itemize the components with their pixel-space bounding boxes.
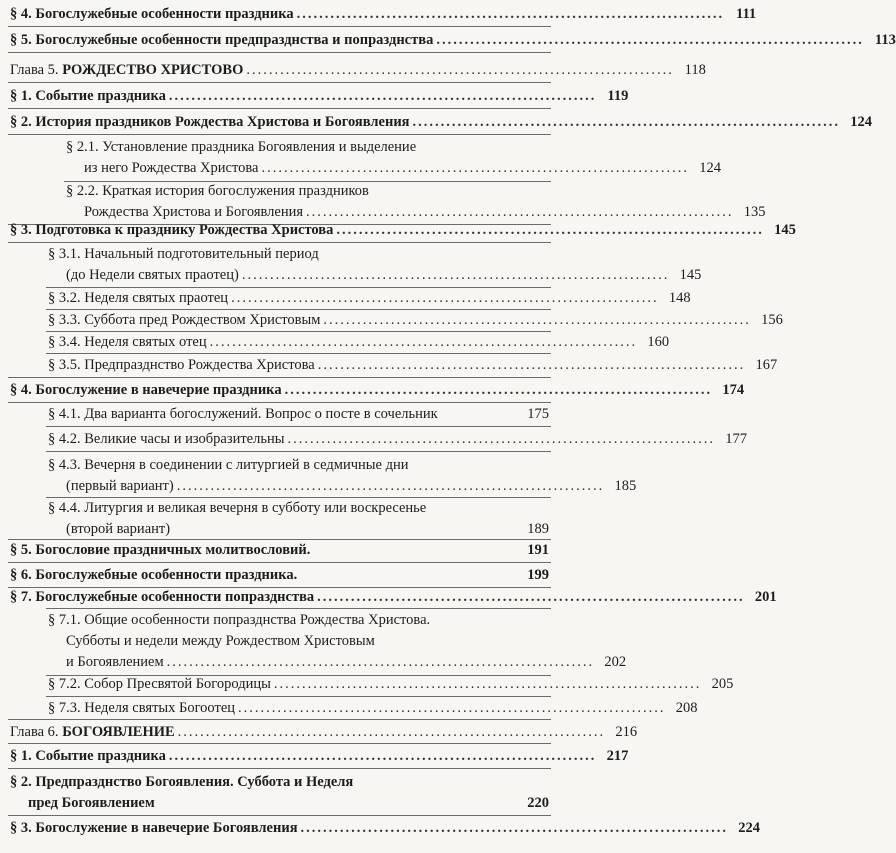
entry-label: § 1. Событие праздника (10, 88, 166, 104)
entry-label: § 3. Богослужение в навечерие Богоявления (10, 820, 298, 836)
entry-label: § 4. Богослужение в навечерие праздника (10, 382, 282, 398)
toc-subentry (0, 288, 691, 309)
entry-label: § 2.2. Краткая история богослужения праздников (66, 183, 369, 199)
divider (8, 82, 551, 83)
toc-entry (0, 818, 761, 839)
toc-subentry (0, 310, 783, 331)
entry-label: § 4.3. Вечерня в соединении с литургией в седмичные дни (48, 457, 409, 473)
entry-label: § 2. Предпразднство Богоявления. Суббота и Неделя (10, 774, 354, 790)
leader-dots: ............................................................................ (241, 267, 670, 283)
page-number: 201 (754, 589, 777, 605)
toc-entry (0, 220, 796, 241)
leader-dots: ............................................................................ (238, 700, 666, 716)
entry-label: § 7.3. Неделя святых Богоотец (48, 700, 236, 716)
entry-label: § 3. Подготовка к празднику Рождества Христова (10, 222, 334, 238)
leader-dots: ............................................................................ (287, 431, 715, 447)
entry-label: § 3.1. Начальный подготовительный период (48, 246, 319, 262)
entry-label: § 5. Богословие праздничных молитвословий. (10, 542, 311, 558)
toc-entry (0, 565, 559, 586)
page-number: 202 (604, 654, 627, 670)
divider (8, 719, 551, 720)
divider (8, 402, 551, 403)
toc-entry (0, 587, 777, 608)
page-number: 111 (736, 6, 757, 22)
leader-dots: ............................................................................ (306, 204, 734, 220)
page-number: 175 (527, 406, 549, 422)
entry-label: § 3.3. Суббота пред Рождеством Христовым (48, 312, 321, 328)
entry-label: § 7.2. Собор Пресвятой Богородицы (48, 676, 271, 692)
toc-subentry (0, 429, 747, 450)
page-number: 220 (527, 795, 549, 811)
toc-entry (0, 540, 559, 561)
divider (8, 52, 551, 53)
entry-label: § 1. Событие праздника (10, 748, 166, 764)
entry-label-continued: Субботы и недели между Рождеством Христовым (66, 633, 375, 649)
entry-label-continued: (первый вариант) (66, 478, 174, 494)
toc-subentry (0, 698, 698, 719)
leader-dots: ............................................................................ (284, 382, 713, 398)
toc-chapter-entry (0, 60, 706, 81)
entry-label: § 4. Богослужебные особенности праздника (10, 6, 294, 22)
leader-dots: ............................................................................ (412, 114, 841, 130)
toc-entry (0, 772, 559, 814)
toc-subentry (0, 610, 627, 673)
leader-dots: ............................................................................ (317, 589, 745, 605)
entry-label-continued: (до Недели святых праотец) (66, 267, 239, 283)
divider (8, 134, 551, 135)
leader-dots: ............................................................................ (246, 62, 674, 78)
entry-label: § 2. История праздников Рождества Христова и Богоявления (10, 114, 410, 130)
entry-label: § 2.1. Установление праздника Богоявления и выделение (66, 139, 417, 155)
page-number: 216 (615, 724, 638, 740)
toc-subentry (0, 181, 766, 223)
page-number: 156 (761, 312, 783, 328)
entry-label: § 6. Богослужебные особенности праздника. (10, 567, 298, 583)
toc-subentry (0, 674, 734, 695)
leader-dots: ............................................................................ (166, 654, 595, 670)
toc-entry (0, 86, 629, 107)
page-number: 167 (755, 357, 778, 373)
entry-label: § 7.1. Общие особенности попразднства Рождества Христова. (48, 612, 431, 628)
entry-label: § 7. Богослужебные особенности попразднства (10, 589, 315, 605)
page-number: 189 (527, 521, 549, 537)
page-number: 177 (725, 431, 747, 447)
divider (8, 242, 551, 243)
page-number: 135 (743, 204, 766, 220)
toc-subentry (0, 404, 559, 425)
leader-dots: ............................................................................ (231, 290, 659, 306)
toc-chapter-entry (0, 722, 638, 743)
toc-subentry (0, 498, 559, 540)
entry-label: § 3.4. Неделя святых отец (48, 334, 207, 350)
page-number: 217 (606, 748, 629, 764)
leader-dots: ............................................................................ (273, 676, 702, 692)
divider (8, 768, 551, 769)
page-number: 119 (607, 88, 629, 104)
chapter-title: БОГОЯВЛЕНИЕ (62, 724, 175, 740)
divider (8, 26, 551, 27)
divider (8, 562, 551, 563)
divider (8, 377, 551, 378)
leader-dots: ............................................................................ (323, 312, 751, 328)
divider (46, 608, 551, 609)
page-number: 199 (527, 567, 549, 583)
page-number: 145 (774, 222, 796, 238)
toc-entry (0, 380, 745, 401)
toc-entry (0, 112, 873, 133)
divider (46, 426, 551, 427)
page-number: 160 (647, 334, 670, 350)
entry-label: § 3.5. Предпразднство Рождества Христова (48, 357, 315, 373)
page-number: 118 (684, 62, 706, 78)
toc-subentry (0, 244, 702, 286)
page-number: 224 (738, 820, 761, 836)
chapter-prefix: Глава 5. (10, 62, 59, 78)
entry-label-continued: из него Рождества Христова (84, 160, 259, 176)
leader-dots: ............................................................................ (436, 32, 864, 48)
leader-dots: ............................................................................ (336, 222, 764, 238)
entry-label: § 3.2. Неделя святых праотец (48, 290, 229, 306)
leader-dots: ............................................................................ (168, 748, 597, 764)
entry-label: § 4.2. Великие часы и изобразительны (48, 431, 285, 447)
leader-dots: ............................................................................ (261, 160, 689, 176)
leader-dots: ............................................................................ (296, 6, 725, 22)
entry-label-continued: пред Богоявлением (28, 795, 155, 811)
page-number: 205 (711, 676, 734, 692)
page-number: 113 (874, 32, 896, 48)
toc-entry (0, 4, 757, 25)
divider (46, 353, 551, 354)
entry-label-continued: и Богоявлением (66, 654, 164, 670)
leader-dots: ............................................................................ (209, 334, 638, 350)
entry-label-continued: (второй вариант) (66, 521, 171, 537)
page-number: 124 (850, 114, 873, 130)
divider (8, 108, 551, 109)
toc-entry (0, 30, 896, 51)
entry-label: § 5. Богослужебные особенности предпразднства и попразднства (10, 32, 434, 48)
divider (46, 451, 551, 452)
leader-dots: ............................................................................ (168, 88, 597, 104)
entry-label: § 4.1. Два варианта богослужений. Вопрос о посте в сочельник (48, 406, 438, 422)
page-number: 185 (614, 478, 637, 494)
entry-label-continued: Рождества Христова и Богоявления (84, 204, 304, 220)
entry-label: § 4.4. Литургия и великая вечерня в субботу или воскресенье (48, 500, 427, 516)
leader-dots: ............................................................................ (177, 724, 606, 740)
toc-subentry (0, 455, 637, 497)
toc-subentry (0, 332, 670, 353)
toc-subentry (0, 355, 778, 376)
page-number: 191 (527, 542, 549, 558)
page-number: 174 (722, 382, 745, 398)
divider (8, 743, 551, 744)
chapter-title: РОЖДЕСТВО ХРИСТОВО (62, 62, 244, 78)
toc-subentry (0, 137, 721, 179)
leader-dots: ............................................................................ (300, 820, 729, 836)
leader-dots: ............................................................................ (176, 478, 605, 494)
page-number: 208 (675, 700, 698, 716)
leader-dots: ............................................................................ (317, 357, 746, 373)
page-number: 124 (699, 160, 721, 176)
divider (8, 815, 551, 816)
page-number: 145 (679, 267, 702, 283)
toc-entry (0, 746, 629, 767)
page-number: 148 (668, 290, 691, 306)
chapter-prefix: Глава 6. (10, 724, 59, 740)
divider (46, 696, 551, 697)
